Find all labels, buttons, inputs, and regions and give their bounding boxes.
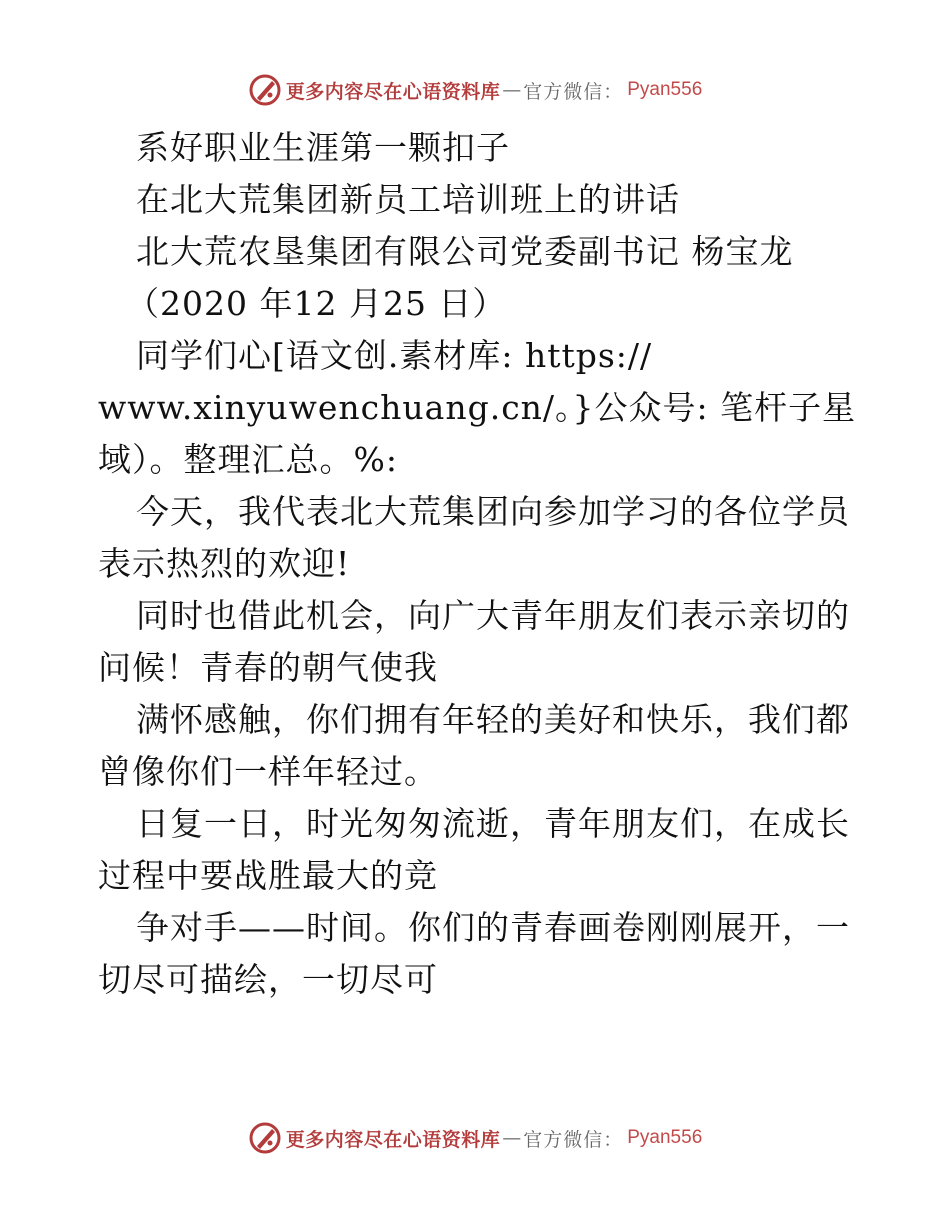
- paragraph-line: 同时也借此机会，向广大青年朋友们表示亲切的: [136, 596, 850, 635]
- paragraph-line: 表示热烈的欢迎!: [98, 544, 351, 583]
- footer-watermark-banner: [0, 1118, 950, 1158]
- banner-separator: —: [502, 79, 522, 101]
- date-line: （2020 年12 月25 日）: [126, 284, 507, 323]
- banner-separator: —: [502, 1127, 522, 1149]
- banner-slogan: 更多内容尽在心语资料库: [285, 1128, 501, 1151]
- paragraph-line: 域）。整理汇总。%:: [98, 440, 398, 479]
- banner-wechat-id: Pyan556: [627, 1127, 703, 1148]
- banner-wechat-id: Pyan556: [627, 79, 703, 100]
- banner-wechat-label: 官方微信：: [523, 80, 624, 103]
- paragraph-line: 曾像你们一样年轻过。: [98, 752, 438, 791]
- paragraph-line: 切尽可描绘，一切尽可: [98, 960, 438, 999]
- document-subtitle: 在北大荒集团新员工培训班上的讲话: [136, 180, 680, 219]
- pen-in-circle-logo-icon: [248, 1121, 282, 1155]
- paragraph-line: 同学们心[语文创.素材库: https://: [136, 336, 653, 375]
- paragraph-line: 过程中要战胜最大的竞: [98, 856, 438, 895]
- paragraph-line: 争对手——时间。你们的青春画卷刚刚展开，一: [136, 908, 850, 947]
- paragraph-line: 今天，我代表北大荒集团向参加学习的各位学员: [136, 492, 850, 531]
- header-watermark-banner: [0, 70, 950, 110]
- banner-slogan: 更多内容尽在心语资料库: [285, 80, 501, 103]
- document-body: [98, 122, 858, 1006]
- document-title: 系好职业生涯第一颗扣子: [136, 128, 510, 167]
- paragraph-line: 日复一日，时光匆匆流逝，青年朋友们，在成长: [136, 804, 850, 843]
- paragraph-line: 满怀感触，你们拥有年轻的美好和快乐，我们都: [136, 700, 850, 739]
- pen-in-circle-logo-icon: [248, 73, 282, 107]
- author-line: 北大荒农垦集团有限公司党委副书记 杨宝龙: [136, 232, 794, 271]
- paragraph-line: 问候！青春的朝气使我: [98, 648, 438, 687]
- banner-wechat-label: 官方微信：: [523, 1128, 624, 1151]
- paragraph-line: www.xinyuwenchuang.cn/。}公众号: 笔杆子星: [98, 388, 857, 427]
